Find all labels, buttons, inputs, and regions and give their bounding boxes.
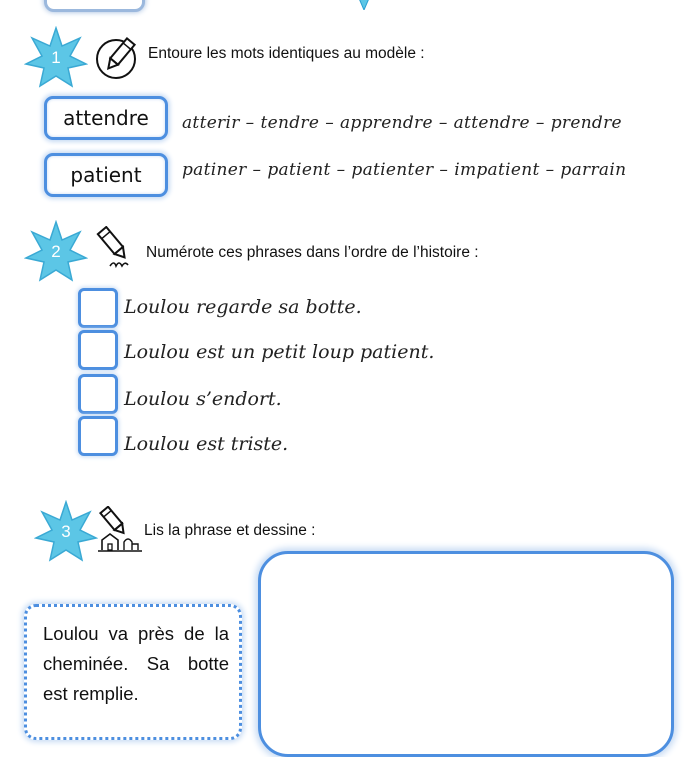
model-word-box: [44, 96, 168, 140]
number-box[interactable]: [78, 330, 118, 370]
sentence-3: Loulou s’endort.: [124, 388, 282, 410]
word-row-1: [182, 113, 622, 133]
word-option[interactable]: patient: [267, 160, 331, 180]
number-box[interactable]: [78, 288, 118, 328]
word-option[interactable]: apprendre: [340, 113, 433, 133]
model-word: patient: [70, 163, 142, 187]
separator: –: [325, 113, 334, 133]
word-option[interactable]: prendre: [550, 113, 622, 133]
separator: –: [438, 113, 448, 133]
word-option[interactable]: patienter: [351, 160, 434, 180]
drawing-area[interactable]: [258, 551, 674, 757]
pencil-circle-icon: [92, 36, 142, 82]
top-decoration-box: [44, 0, 145, 12]
pencil-drawing-icon: [98, 506, 144, 554]
sentence-2: Loulou est un petit loup patient.: [124, 341, 435, 363]
word-option[interactable]: patiner: [182, 160, 247, 180]
word-option[interactable]: parrain: [560, 160, 627, 180]
exercise-number: 1: [51, 48, 61, 67]
sentence-1: Loulou regarde sa botte.: [124, 296, 362, 318]
word-option[interactable]: attendre: [453, 113, 530, 133]
exercise-1-instruction: Entoure les mots identiques au modèle :: [148, 45, 425, 62]
exercise-2-instruction: Numérote ces phrases dans l’ordre de l’histoire :: [146, 244, 479, 261]
exercise-2-badge: [24, 220, 88, 284]
word-option[interactable]: impatient: [454, 160, 540, 180]
reading-text: Loulou va près de la cheminée. Sa botte est remplie.: [43, 623, 229, 704]
separator: –: [252, 160, 262, 180]
reading-text-box: [24, 604, 242, 740]
exercise-3-instruction: Lis la phrase et dessine :: [144, 522, 316, 539]
separator: –: [535, 113, 545, 133]
separator: –: [245, 113, 255, 133]
separator: –: [439, 160, 449, 180]
number-box[interactable]: [78, 374, 118, 414]
sentence-4: Loulou est triste.: [124, 433, 289, 455]
separator: –: [336, 160, 346, 180]
top-star-icon: [344, 0, 384, 10]
number-box[interactable]: [78, 416, 118, 456]
pencil-writing-icon: [96, 226, 136, 272]
exercise-number: 2: [51, 242, 61, 261]
exercise-number: 3: [61, 522, 71, 541]
model-word: attendre: [63, 106, 149, 130]
model-word-box: [44, 153, 168, 197]
word-option[interactable]: atterir: [182, 113, 240, 133]
separator: –: [545, 160, 555, 180]
word-option[interactable]: tendre: [260, 113, 320, 133]
exercise-3-badge: [34, 500, 98, 564]
exercise-1-badge: [24, 26, 88, 90]
word-row-2: [182, 160, 626, 180]
